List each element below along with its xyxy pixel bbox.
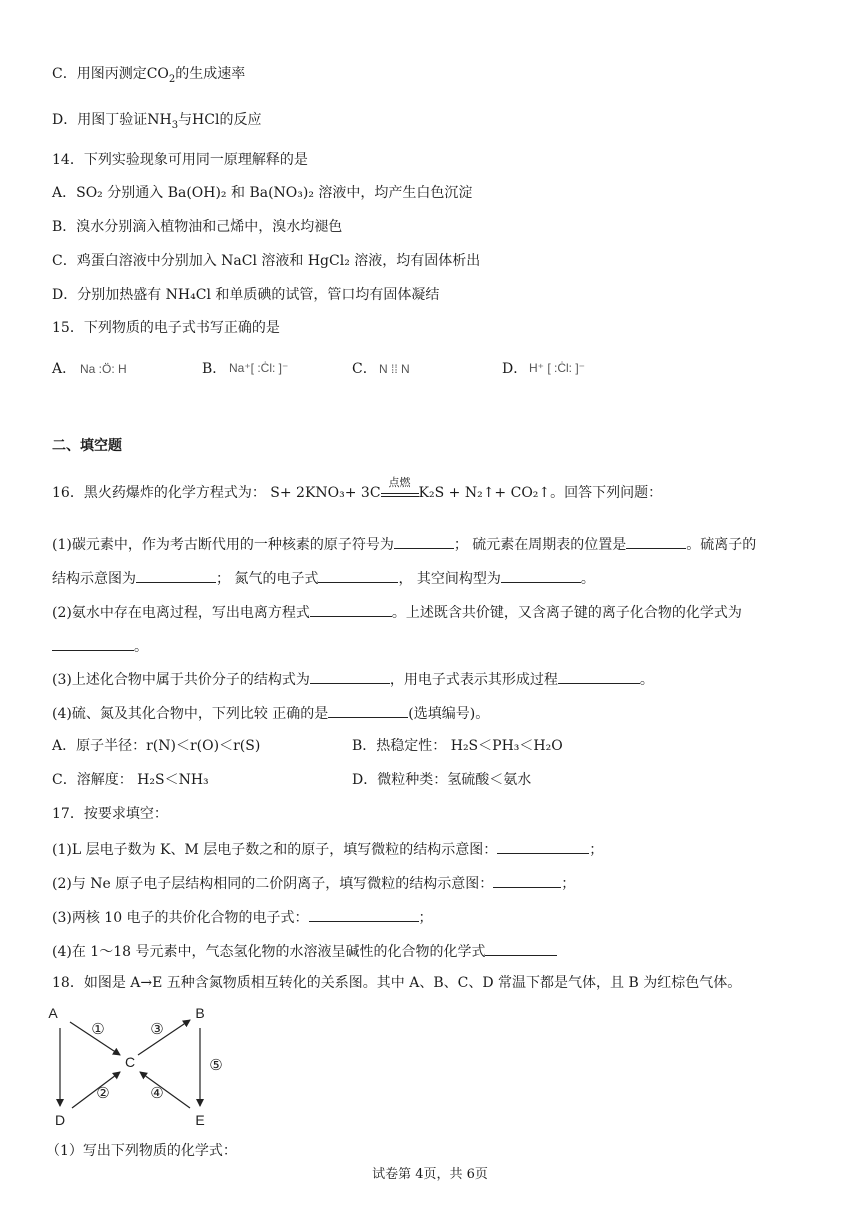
step-4: ④: [150, 1084, 164, 1102]
answer-blank[interactable]: [394, 534, 454, 549]
q13-option-c: C．用图丙测定$CO_2$的生成速率: [52, 66, 246, 85]
answer-blank[interactable]: [493, 873, 561, 888]
q15-option-b-formula: Na⁺[ :Ċl: ]⁻: [229, 361, 289, 375]
q17-part1: (1)L 层电子数为 K、M 层电子数之和的原子，填写微粒的结构示意图： ；: [52, 839, 603, 859]
node-c: C: [124, 1054, 136, 1070]
q15-option-a-formula: Na :Ö: H: [80, 362, 127, 376]
step-5: ⑤: [209, 1056, 223, 1074]
q15-option-d: D．: [502, 361, 528, 377]
q14-option-d: D．分别加热盛有 NH₄Cl 和单质碘的试管，管口均有固体凝结: [52, 287, 440, 303]
q16-part2-line2: 。: [52, 636, 148, 656]
q13-option-d: D．用图丁验证$NH_3$与HCl的反应: [52, 112, 262, 131]
step-1: ①: [91, 1020, 105, 1038]
q16-part4: (4)硫、氮及其化合物中，下列比较 正确的是 (选填编号)。: [52, 703, 489, 723]
q16-part3: (3)上述化合物中属于共价分子的结构式为 ，用电子式表示其形成过程 。: [52, 669, 654, 689]
q15-option-a: A．: [52, 361, 77, 377]
q17-part3: (3)两核 10 电子的共价化合物的电子式： ；: [52, 907, 433, 927]
q17-part4: (4)在 1～18 号元素中，气态氢化物的水溶液呈碱性的化合物的化学式: [52, 941, 557, 961]
q16-option-c: C．溶解度： H₂S＜NH₃: [52, 772, 209, 788]
q17-part2: (2)与 Ne 原子电子层结构相同的二价阴离子，填写微粒的结构示意图： ；: [52, 873, 575, 893]
reaction-condition: 点燃: [381, 487, 419, 497]
q15-option-c: C．: [352, 361, 377, 377]
answer-blank[interactable]: [497, 839, 589, 854]
q16-stem: 16．黑火药爆炸的化学方程式为： S+ 2KNO₃+ 3C 点燃 K₂S + N₂↑+ CO₂↑。回答下列问题：: [52, 476, 663, 501]
q14-option-a: A．SO₂ 分别通入 Ba(OH)₂ 和 Ba(NO₃)₂ 溶液中，均产生白色沉淀: [52, 185, 473, 201]
q18-part1: （1）写出下列物质的化学式：: [46, 1143, 237, 1159]
q16-option-d: D．微粒种类：氢硫酸＜氨水: [352, 772, 532, 788]
section-title: 二、填空题: [52, 438, 122, 454]
answer-blank[interactable]: [310, 669, 390, 684]
answer-blank[interactable]: [501, 568, 581, 583]
q15-stem: 15．下列物质的电子式书写正确的是: [52, 320, 280, 336]
q14-option-c: C．鸡蛋白溶液中分别加入 NaCl 溶液和 HgCl₂ 溶液，均有固体析出: [52, 253, 481, 269]
q15-option-d-formula: H⁺ [ :Ċl: ]⁻: [529, 361, 586, 375]
q17-stem: 17．按要求填空：: [52, 806, 168, 822]
page-footer: 试卷第 4页，共 6页: [372, 1167, 488, 1182]
conversion-diagram: [40, 998, 240, 1133]
node-a: A: [48, 1005, 58, 1021]
q16-option-a: A．原子半径：r(N)＜r(O)＜r(S): [52, 738, 261, 754]
q16-part1-line2: 结构示意图为 ； 氮气的电子式 ， 其空间构型为 。: [52, 568, 595, 588]
step-3: ③: [150, 1020, 164, 1038]
q14-option-b: B．溴水分别滴入植物油和己烯中，溴水均褪色: [52, 219, 343, 235]
q16-part2-line1: (2)氨水中存在电离过程，写出电离方程式 。上述既含共价键，又含离子键的离子化合物的化学式为: [52, 602, 742, 622]
answer-blank[interactable]: [136, 568, 216, 583]
arrow-e-c: [140, 1072, 190, 1108]
answer-blank[interactable]: [558, 669, 640, 684]
q16-part1-line1: (1)碳元素中，作为考古断代用的一种核素的原子符号为 ； 硫元素在周期表的位置是 。硫离子的: [52, 534, 756, 554]
answer-blank[interactable]: [328, 703, 408, 718]
answer-blank[interactable]: [52, 636, 134, 651]
node-d: D: [54, 1112, 66, 1128]
node-b: B: [195, 1005, 205, 1021]
answer-blank[interactable]: [309, 907, 419, 922]
q15-option-b: B．: [202, 361, 227, 377]
q14-stem: 14．下列实验现象可用同一原理解释的是: [52, 152, 308, 168]
arrow-c-b: [138, 1020, 190, 1055]
q15-option-c-formula: N ⁞⁞ N: [379, 362, 410, 376]
step-2: ②: [96, 1084, 110, 1102]
q16-option-b: B．热稳定性： H₂S＜PH₃＜H₂O: [352, 738, 563, 754]
node-e: E: [195, 1112, 205, 1128]
answer-blank[interactable]: [626, 534, 686, 549]
q18-stem: 18．如图是 A→E 五种含氮物质相互转化的关系图。其中 A、B、C、D 常温下都是气体，且 B 为红棕色气体。: [52, 975, 742, 991]
answer-blank[interactable]: [485, 941, 557, 956]
answer-blank[interactable]: [310, 602, 392, 617]
answer-blank[interactable]: [318, 568, 398, 583]
